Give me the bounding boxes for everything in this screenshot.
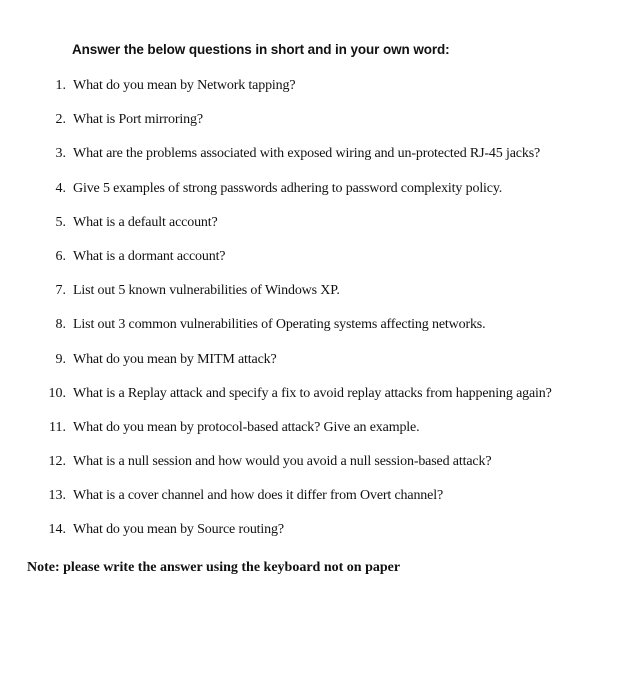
question-number: 2. xyxy=(55,112,66,128)
question-text: What is a dormant account? xyxy=(73,248,226,264)
question-text: What is a Replay attack and specify a fix to avoid replay attacks from happening again? xyxy=(73,385,552,401)
question-number: 8. xyxy=(55,317,66,333)
question-number: 13. xyxy=(48,488,66,504)
question-text: List out 5 known vulnerabilities of Windows XP. xyxy=(73,283,340,299)
question-text: List out 3 common vulnerabilities of Operating systems affecting networks. xyxy=(73,317,486,333)
question-text: What is a default account? xyxy=(73,214,218,230)
note-text: Note: please write the answer using the keyboard not on paper xyxy=(27,560,401,575)
question-number: 3. xyxy=(55,146,66,162)
question-text: What do you mean by Source routing? xyxy=(73,522,284,538)
question-text: What are the problems associated with exposed wiring and un-protected RJ-45 jacks? xyxy=(73,146,541,162)
question-text: What is Port mirroring? xyxy=(73,112,203,128)
question-text: What do you mean by Network tapping? xyxy=(73,78,296,93)
question-number: 5. xyxy=(55,214,66,230)
question-number: 7. xyxy=(55,283,66,299)
question-number: 4. xyxy=(55,180,66,196)
question-text: What is a null session and how would you avoid a null session-based attack? xyxy=(73,454,492,470)
question-number: 10. xyxy=(48,385,66,401)
question-number: 6. xyxy=(55,248,66,264)
question-number: 9. xyxy=(55,351,66,367)
question-number: 14. xyxy=(48,522,66,538)
instructions-heading: Answer the below questions in short and in your own word: xyxy=(72,42,450,57)
question-text: Give 5 examples of strong passwords adhering to password complexity policy. xyxy=(73,180,503,196)
question-number: 1. xyxy=(55,78,66,93)
question-number: 12. xyxy=(48,454,66,470)
question-text: What is a cover channel and how does it differ from Overt channel? xyxy=(73,488,444,504)
question-text: What do you mean by protocol-based attack? Give an example. xyxy=(73,419,420,435)
question-text: What do you mean by MITM attack? xyxy=(73,351,277,367)
question-number: 11. xyxy=(49,419,66,435)
